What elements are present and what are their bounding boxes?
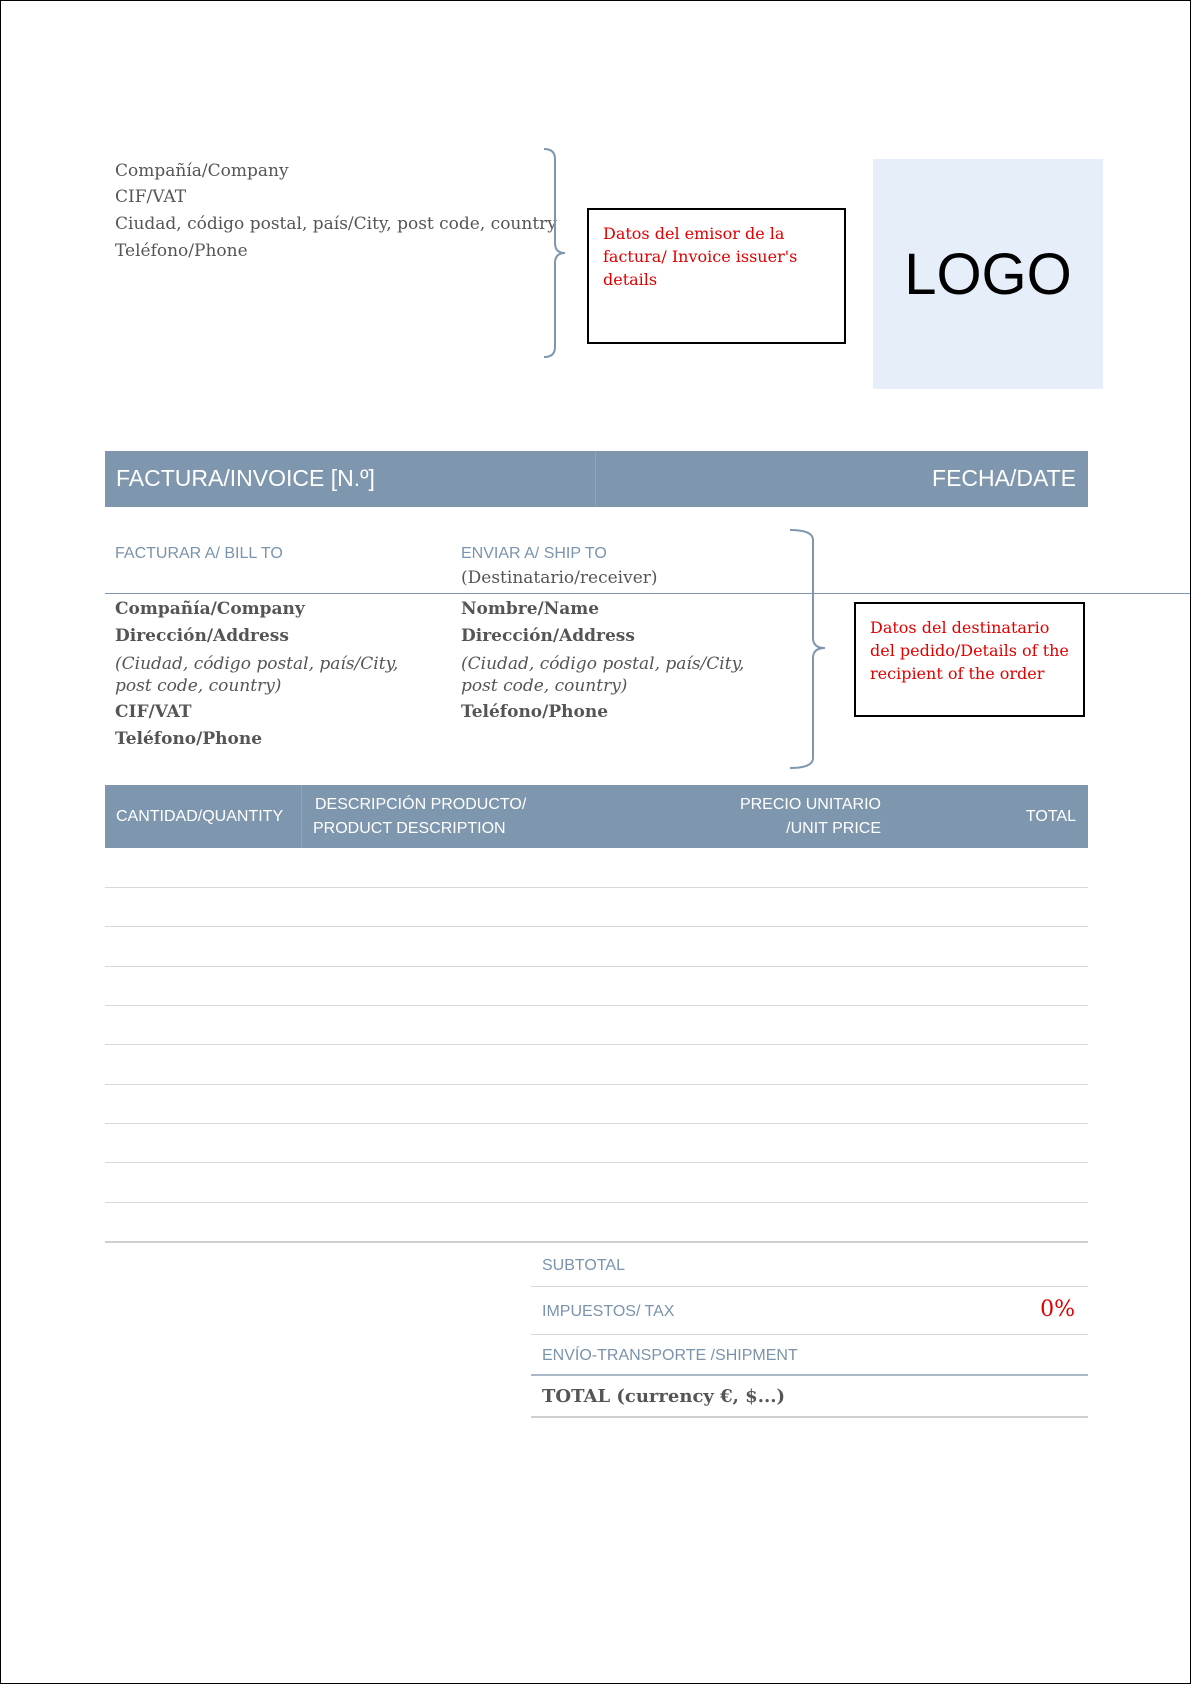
bill-to-company[interactable]: Compañía/Company xyxy=(115,599,305,619)
item-row-line xyxy=(105,966,1088,967)
item-row-line xyxy=(105,926,1088,927)
items-header-divider xyxy=(301,785,302,848)
ship-to-name[interactable]: Nombre/Name xyxy=(461,599,600,619)
item-row-line xyxy=(105,1044,1088,1045)
ship-to-phone[interactable]: Teléfono/Phone xyxy=(461,702,609,722)
issuer-address: Ciudad, código postal, país/City, post code, country xyxy=(115,214,557,234)
bill-to-address[interactable]: Dirección/Address xyxy=(115,626,289,646)
col-description-line2: PRODUCT DESCRIPTION xyxy=(313,820,506,837)
issuer-brace xyxy=(541,147,571,359)
bill-to-vat[interactable]: CIF/VAT xyxy=(115,702,192,722)
totals-line xyxy=(531,1374,1088,1376)
ship-to-sublabel: (Destinatario/receiver) xyxy=(461,568,658,588)
totals-line xyxy=(531,1286,1088,1287)
shipment-label: ENVÍO-TRANSPORTE /SHIPMENT xyxy=(542,1347,798,1364)
ship-to-label: ENVIAR A/ SHIP TO xyxy=(461,545,607,562)
col-quantity: CANTIDAD/QUANTITY xyxy=(116,808,284,825)
bill-to-city[interactable]: (Ciudad, código postal, país/City, post code, country) xyxy=(115,654,399,696)
bill-to-phone[interactable]: Teléfono/Phone xyxy=(115,729,263,749)
item-row-line xyxy=(105,1123,1088,1124)
col-total: TOTAL xyxy=(1025,808,1076,825)
issuer-company: Compañía/Company xyxy=(115,161,289,181)
totals-line xyxy=(531,1334,1088,1335)
item-row-line xyxy=(105,1005,1088,1006)
bill-to-label: FACTURAR A/ BILL TO xyxy=(115,545,283,562)
issuer-note: Datos del emisor de la factura/ Invoice issuer's details xyxy=(587,208,846,344)
items-header-bar xyxy=(105,785,1088,848)
invoice-header-bar xyxy=(105,451,1088,507)
subtotal-label: SUBTOTAL xyxy=(542,1257,625,1274)
ship-to-address[interactable]: Dirección/Address xyxy=(461,626,635,646)
logo-text: LOGO xyxy=(904,241,1072,307)
recipient-note: Datos del destinatario del pedido/Details of the recipient of the order xyxy=(854,602,1085,717)
tax-value[interactable]: 0% xyxy=(1040,1297,1075,1322)
recipient-brace xyxy=(787,528,827,772)
item-row-line xyxy=(105,1084,1088,1085)
total-label: TOTAL (currency €, $...) xyxy=(542,1386,786,1407)
item-row-line xyxy=(105,887,1088,888)
ship-to-city[interactable]: (Ciudad, código postal, país/City, post code, country) xyxy=(461,654,745,696)
invoice-date[interactable]: FECHA/DATE xyxy=(932,465,1076,491)
issuer-vat: CIF/VAT xyxy=(115,187,187,207)
col-unit-price-line1: PRECIO UNITARIO xyxy=(739,796,881,813)
item-row-line xyxy=(105,1162,1088,1163)
logo-placeholder[interactable] xyxy=(873,159,1103,389)
issuer-phone: Teléfono/Phone xyxy=(115,241,248,261)
section-divider xyxy=(105,593,1190,594)
tax-label: IMPUESTOS/ TAX xyxy=(542,1303,675,1320)
header-divider xyxy=(595,451,596,507)
item-row-line xyxy=(105,1202,1088,1203)
totals-bottom-line xyxy=(531,1416,1088,1418)
col-unit-price-line2: /UNIT PRICE xyxy=(786,820,881,837)
col-description-line1: DESCRIPCIÓN PRODUCTO/ xyxy=(315,796,527,813)
items-bottom-line xyxy=(105,1241,1088,1243)
invoice-title[interactable]: FACTURA/INVOICE [N.º] xyxy=(116,465,375,491)
